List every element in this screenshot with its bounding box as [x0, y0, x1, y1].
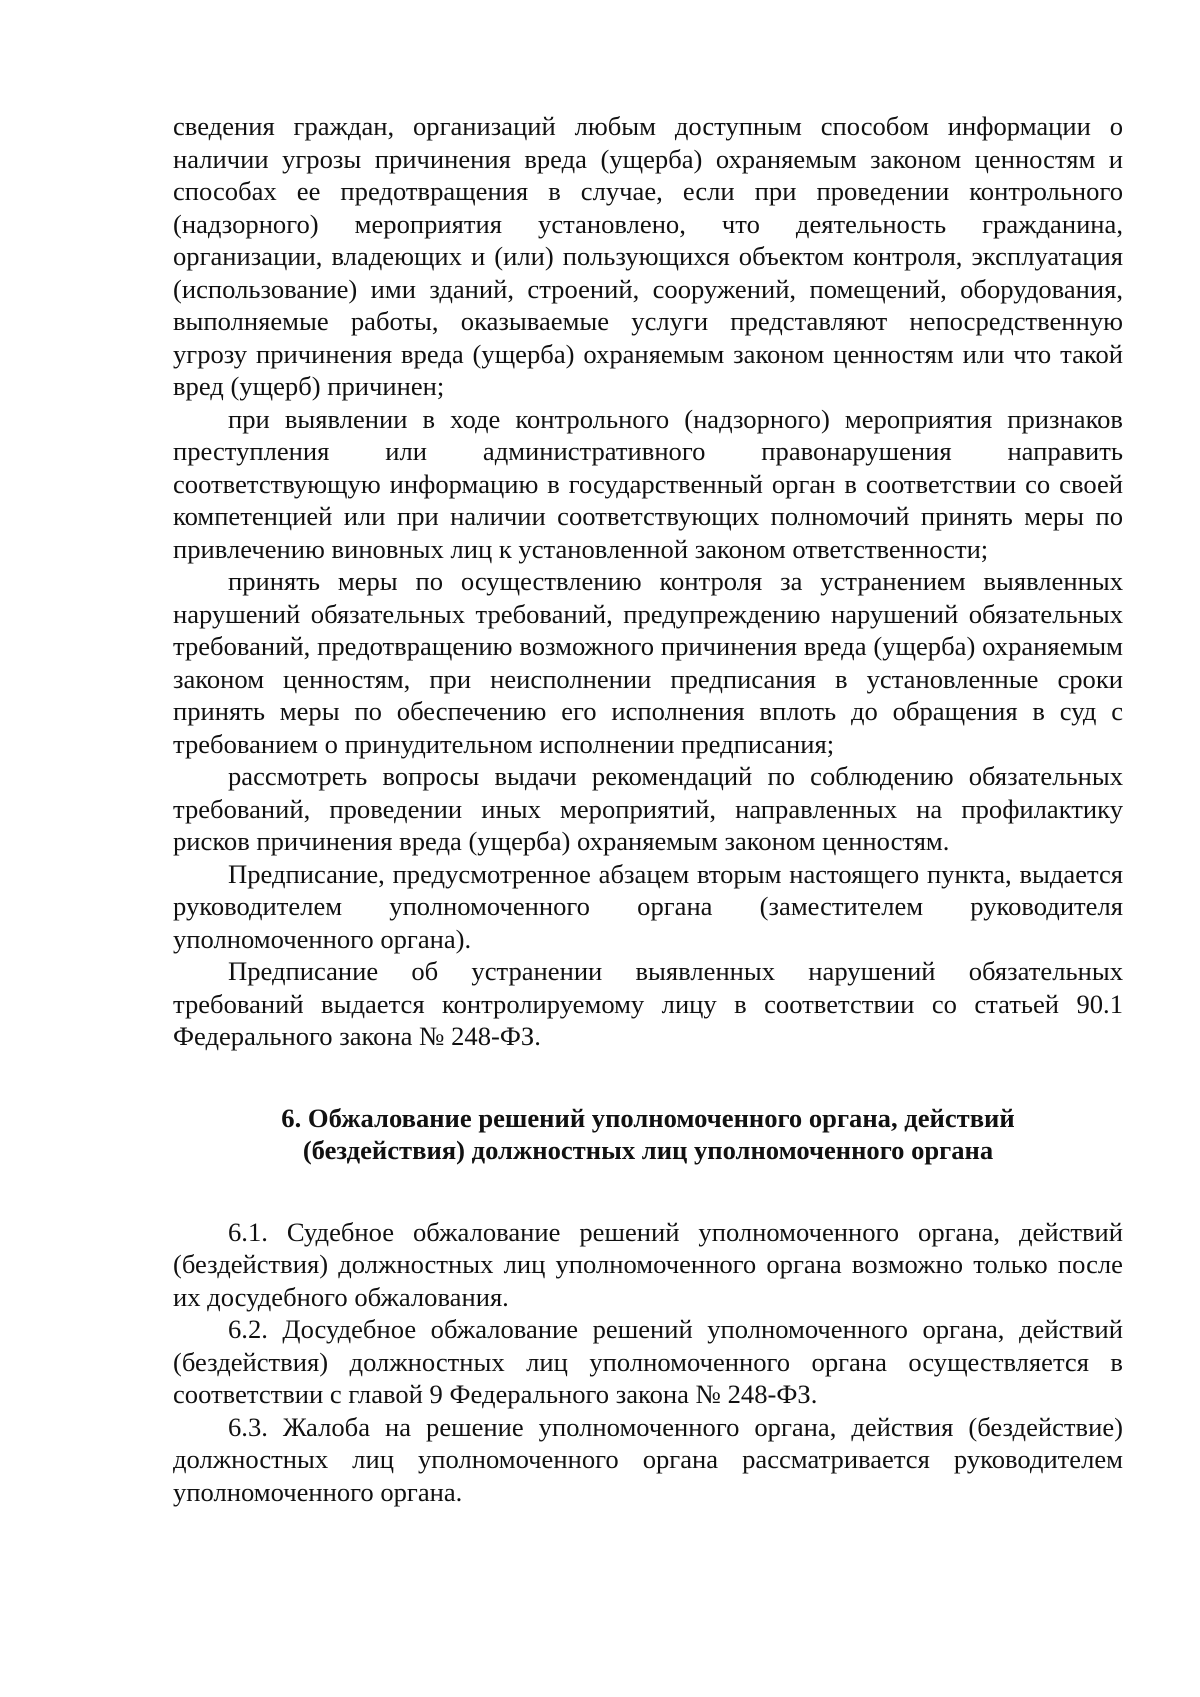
paragraph-prescription-issuer: Предписание, предусмотренное абзацем вторым настоящего пункта, выдается руководителем уполномоченного органа (заместителем руководителя уполномоченного органа).	[173, 858, 1123, 954]
section-heading-line-1: 6. Обжалование решений уполномоченного органа, действий	[281, 1102, 1015, 1133]
paragraph-6-3: 6.3. Жалоба на решение уполномоченного органа, действия (бездействие) должностных лиц уполномоченного органа рассматривается руководителем уполномоченного органа.	[173, 1411, 1123, 1507]
document-body	[173, 110, 1123, 1508]
paragraph-6-1: 6.1. Судебное обжалование решений уполномоченного органа, действий (бездействия) должностных лиц уполномоченного органа возможно только после их досудебного обжалования.	[173, 1216, 1123, 1312]
paragraph-continuation: сведения граждан, организаций любым доступным способом информации о наличии угрозы причинения вреда (ущерба) охраняемым законом ценностям и способах ее предотвращения в случае, если при проведении контрольного (надзорного) мероприятия установлено, что деятельность гражданина, организации, владеющих и (или) пользующихся объектом контроля, эксплуатация (использование) ими зданий, строений, сооружений, помещений, оборудования, выполняемые работы, оказываемые услуги представляют непосредственную угрозу причинения вреда (ущерба) охраняемым законом ценностям или что такой вред (ущерб) причинен;	[173, 111, 1123, 401]
paragraph-6-2: 6.2. Досудебное обжалование решений уполномоченного органа, действий (бездействия) должностных лиц уполномоченного органа осуществляется в соответствии с главой 9 Федерального закона № 248-ФЗ.	[173, 1314, 1123, 1409]
section-heading-line-2: (бездействия) должностных лиц уполномоченного органа	[302, 1135, 994, 1165]
paragraph-prescription-issuance: Предписание об устранении выявленных нарушений обязательных требований выдается контролируемому лицу в соответствии со статьей 90.1 Федерального закона № 248-ФЗ.	[173, 956, 1123, 1051]
paragraph-recommendations: рассмотреть вопросы выдачи рекомендаций по соблюдению обязательных требований, проведении иных мероприятий, направленных на профилактику рисков причинения вреда (ущерба) охраняемым законом ценностям.	[173, 761, 1123, 856]
paragraph-control-measures: принять меры по осуществлению контроля за устранением выявленных нарушений обязательных требований, предупреждению нарушений обязательных требований, предотвращению возможного причинения вреда (ущерба) охраняемым законом ценностям, при неисполнении предписания в установленные сроки принять меры по обеспечению его исполнения вплоть до обращения в суд с требованием о принудительном исполнении предписания;	[173, 566, 1123, 759]
paragraph-criminal-signs: при выявлении в ходе контрольного (надзорного) мероприятия признаков преступления или административного правонарушения направить соответствующую информацию в государственный орган в соответствии со своей компетенцией или при наличии соответствующих полномочий принять меры по привлечению виновных лиц к установленной законом ответственности;	[173, 403, 1123, 564]
section-heading	[173, 1102, 1123, 1167]
